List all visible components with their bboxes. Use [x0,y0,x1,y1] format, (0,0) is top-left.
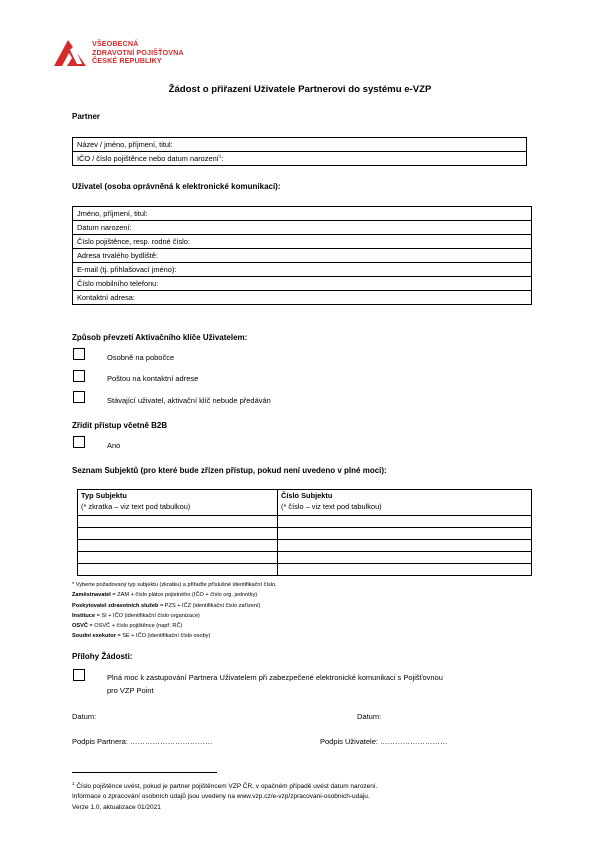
logo-wordmark [92,40,184,66]
table-row [78,552,532,564]
footnote-divider [72,772,217,773]
subject-number-cell[interactable] [278,528,532,540]
legend-item: Soudní exekutor = SE + IČO (identifikační číslo osoby) [72,633,211,640]
b2b-yes-label: Ano [107,441,121,450]
subject-number-header [278,490,532,516]
legend-item: Poskytovatel zdravotních služeb = PZS + IČZ (identifikační číslo zařízení) [72,602,261,609]
key-option-existing-label: Stávající uživatel, aktivační klíč nebude předáván [107,396,271,405]
legend-item: Zaměstnavatel = ZAM + číslo plátce pojistného (IČO + číslo org. jednotky) [72,592,258,599]
partner-table [72,137,527,166]
subject-type-title: Typ Subjektu [81,491,127,500]
legend-intro: * Vyberte požadovaný typ subjektu (zkratku) a přiřaďte příslušné identifikační číslo. [72,582,277,588]
user-name-field[interactable]: Jméno, příjmení, titul: [73,207,532,221]
user-address-field[interactable]: Adresa trvalého bydliště: [73,249,532,263]
footnote [72,782,378,792]
partner-id-colon: : [221,153,224,163]
logo-line-1: VŠEOBECNÁ [92,39,139,48]
subject-number-note: (* číslo – viz text pod tabulkou) [281,502,382,511]
user-phone-field[interactable]: Číslo mobilního telefonu: [73,277,532,291]
subject-type-cell[interactable] [78,528,278,540]
subject-number-title: Číslo Subjektu [281,491,333,500]
partner-id-field[interactable] [73,152,527,166]
subject-type-header [78,490,278,516]
subjects-heading: Seznam Subjektů (pro které bude zřízen přístup, pokud není uvedeno v plné moci): [72,466,387,475]
subject-type-cell[interactable] [78,516,278,528]
key-heading: Způsob převzetí Aktivačního klíče Uživatelem: [72,333,248,342]
legend-item: Instituce = SI + IČO (identifikační číslo organizace) [72,612,200,619]
key-option-post-label: Poštou na kontaktní adrese [107,374,199,383]
user-signature-line[interactable]: Podpis Uživatele: ……………………… [320,737,448,746]
privacy-notice: Informace o zpracování osobních údajů jsou uvedeny na www.vzp.cz/e-vzp/zpracovani-osobnich-udaju. [72,793,370,801]
footnote-mark: 1 [218,153,222,159]
user-insurance-number-field[interactable]: Číslo pojištěnce, resp. rodné číslo: [73,235,532,249]
legend-item: OSVČ = OSVČ + číslo pojištěnce (např. RČ) [72,623,183,630]
partner-heading: Partner [72,112,101,121]
power-of-attorney-label-line-2: pro VZP Point [107,686,154,695]
logo-line-3: ČESKÉ REPUBLIKY [92,56,162,66]
power-of-attorney-label-line-1: Plná moc k zastupování Partnera Uživatelem při zabezpečené elektronické komunikaci s Pojišťovnou [107,673,443,682]
subject-type-cell[interactable] [78,552,278,564]
key-option-branch-checkbox[interactable] [73,348,85,360]
key-option-existing-checkbox[interactable] [73,391,85,403]
subject-number-cell[interactable] [278,564,532,576]
user-birthdate-field[interactable]: Datum narození: [73,221,532,235]
key-option-branch-label: Osobně na pobočce [107,353,175,362]
table-row [78,564,532,576]
footer [72,782,378,813]
footnote-number: 1 [72,780,75,786]
subject-type-cell[interactable] [78,564,278,576]
user-table [72,206,532,305]
user-contact-address-field[interactable]: Kontaktní adresa: [73,291,532,305]
table-row [78,516,532,528]
date-right-label[interactable]: Datum: [357,712,382,721]
form-title: Žádost o přiřazení Uživatele Partnerovi do systému e-VZP [168,84,432,95]
subject-number-cell[interactable] [278,540,532,552]
attachments-heading: Přílohy Žádosti: [72,652,133,661]
date-left-label[interactable]: Datum: [72,712,97,721]
subject-number-cell[interactable] [278,516,532,528]
table-row [78,528,532,540]
logo-line-2: ZDRAVOTNÍ POJIŠŤOVNA [92,47,184,57]
b2b-heading: Zřídit přístup včetně B2B [72,421,168,430]
partner-signature-line[interactable]: Podpis Partnera: …………………………… [72,737,213,746]
user-email-field[interactable]: E-mail (tj. přihlašovací jméno): [73,263,532,277]
table-row [78,540,532,552]
subjects-table [77,489,532,576]
version-info: Verze 1.0, aktualizace 01/2021 [72,803,161,811]
subject-number-cell[interactable] [278,552,532,564]
partner-name-field[interactable]: Název / jméno, příjmení, titul: [73,138,527,152]
b2b-yes-checkbox[interactable] [73,436,85,448]
footnote-text: Číslo pojištěnce uvést, pokud je partner pojištěncem VZP ČR, v opačném případě uvést datum narození. [74,783,378,790]
subject-type-note: (* zkratka – viz text pod tabulkou) [81,502,191,511]
user-heading: Uživatel (osoba oprávněná k elektronické komunikaci): [72,182,281,191]
subject-type-cell[interactable] [78,540,278,552]
subjects-legend [72,580,277,642]
key-option-post-checkbox[interactable] [73,370,85,382]
partner-id-label: IČO / číslo pojištěnce nebo datum narození [77,153,219,163]
power-of-attorney-checkbox[interactable] [73,669,85,681]
vzp-logo-icon [52,38,88,68]
